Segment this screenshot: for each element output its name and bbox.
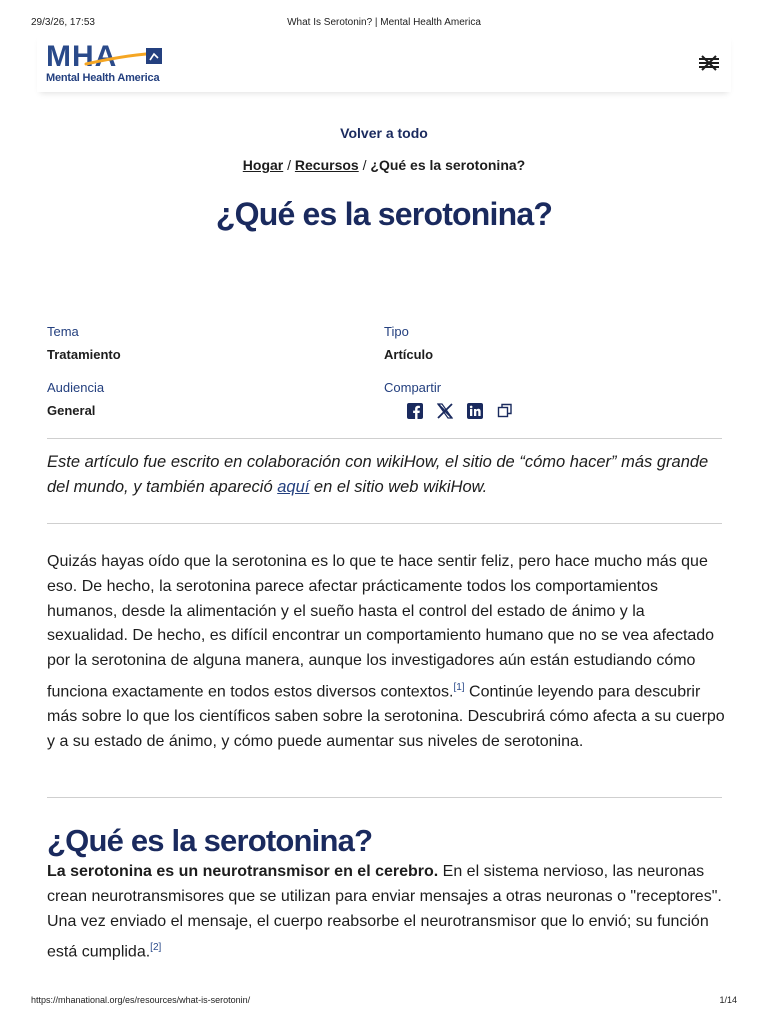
breadcrumb-separator: / <box>362 157 367 173</box>
breadcrumb-separator: / <box>287 157 292 173</box>
breadcrumb <box>0 157 768 173</box>
breadcrumb-resources[interactable]: Recursos <box>294 157 359 173</box>
linkedin-icon[interactable] <box>466 402 484 420</box>
back-to-all-link[interactable]: Volver a todo <box>340 125 428 141</box>
breadcrumb-home[interactable]: Hogar <box>242 157 284 173</box>
breadcrumb-current: ¿Qué es la serotonina? <box>370 157 526 173</box>
paragraph-lead: La serotonina es un neurotransmisor en el cerebro. <box>47 863 439 880</box>
topic-value: Tratamiento <box>47 347 121 362</box>
paragraph-text: Quizás hayas oído que la serotonina es lo que te hace sentir feliz, pero hace mucho más que eso. De hecho, la serotonina parece afectar prácticamente todos los comportamientos humanos, desde la alimentación y el sueño hasta el control del estado de ánimo y la sexualidad. De hecho, es difícil encontrar un comportamiento humano que no se vea afectado por la serotonina de alguna manera, aunque los investigadores aún están estudiando cómo funciona exactamente en todos estos diversos contextos. <box>47 553 715 701</box>
divider <box>47 523 722 524</box>
audience-label: Audiencia <box>47 380 105 395</box>
page-title: ¿Qué es la serotonina? <box>215 196 553 232</box>
wikihow-note <box>47 450 727 500</box>
facebook-icon[interactable] <box>406 402 424 420</box>
site-header <box>37 34 731 92</box>
logo-swoosh-icon <box>84 48 164 70</box>
section-paragraph <box>47 860 727 966</box>
menu-close-icon[interactable] <box>697 54 721 72</box>
audience-value: General <box>47 403 96 418</box>
print-datetime: 29/3/26, 17:53 <box>31 17 95 28</box>
x-icon[interactable] <box>436 402 454 420</box>
type-value: Artículo <box>384 347 434 362</box>
intro-text-end: en el sitio web wikiHow. <box>309 478 488 496</box>
mha-logo[interactable] <box>46 42 176 88</box>
divider <box>47 438 722 439</box>
reference-link-1[interactable]: [1] <box>453 681 465 693</box>
print-doc-title: What Is Serotonin? | Mental Health America <box>287 17 481 28</box>
print-page-number: 1/14 <box>719 995 737 1005</box>
intro-text: Este artículo fue escrito en colaboración con wikiHow, el sitio de “cómo hacer” más grande del mundo, y también apareció <box>47 453 709 496</box>
topic-label: Tema <box>47 324 79 339</box>
paragraph-text-end: Continúe leyendo para descubrir más sobre lo que los científicos saben sobre la serotonina. Descubrirá cómo afecta a su cuerpo y a su estado de ánimo, y cómo puede aumentar sus niveles de serotonina. <box>47 683 725 750</box>
copy-link-icon[interactable] <box>496 402 514 420</box>
divider <box>47 797 722 798</box>
section-title: ¿Qué es la serotonina? <box>47 823 373 858</box>
reference-link-2[interactable]: [2] <box>150 942 162 954</box>
logo-mark: MHA <box>46 40 118 73</box>
share-label: Compartir <box>384 380 442 395</box>
paragraph-text: En el sistema nervioso, las neuronas crean neurotransmisores que se utilizan para enviar mensajes a otras neuronas o "receptores". Una vez enviado el mensaje, el cuerpo reabsorbe el neurotransmisor que lo envió; su función está cumplida. <box>47 863 722 961</box>
print-header <box>0 17 768 31</box>
logo-subtitle: Mental Health America <box>46 72 160 84</box>
intro-paragraph <box>47 550 727 755</box>
type-label: Tipo <box>384 324 409 339</box>
print-url: https://mhanational.org/es/resources/what-is-serotonin/ <box>31 995 251 1005</box>
wikihow-link[interactable]: aquí <box>277 478 310 496</box>
